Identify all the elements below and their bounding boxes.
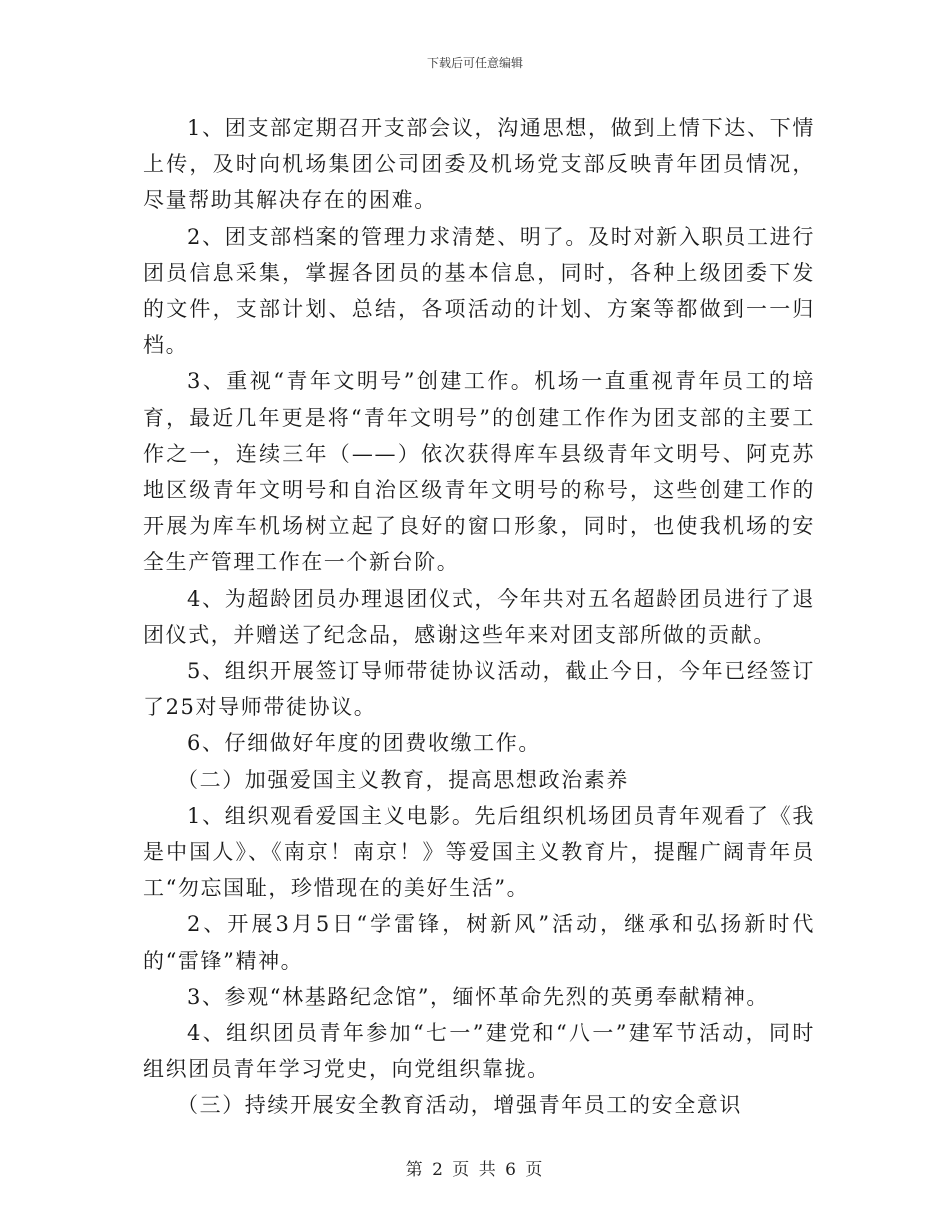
- paragraph-lei-feng-activity: 2、开展3月5日“学雷锋，树新风”活动，继承和弘扬新时代的“雷锋”精神。: [143, 912, 815, 973]
- paragraph-mentor-agreement: 5、组织开展签订导师带徒协议活动，截止今日，今年已经签订了25对导师带徒协议。: [143, 659, 815, 720]
- paragraph-civilization-title: 3、重视“青年文明号”创建工作。机场一直重视青年员工的培育，最近几年更是将“青年文明号”的创建工作作为团支部的主要工作之一，连续三年（——）依次获得库车县级青年文明号、阿克苏地区级青年文明号和自治区级青年文明号的称号，这些创建工作的开展为库车机场树立起了良好的窗口形象，同时，也使我机场的安全生产管理工作在一个新台阶。: [143, 369, 815, 575]
- paragraph-retirement-ceremony: 4、为超龄团员办理退团仪式，今年共对五名超龄团员进行了退团仪式，并赠送了纪念品，感谢这些年来对团支部所做的贡献。: [143, 586, 815, 647]
- document-body: [143, 110, 815, 1124]
- paragraph-patriotic-films: 1、组织观看爱国主义电影。先后组织机场团员青年观看了《我是中国人》、《南京！南京！》等爱国主义教育片，提醒广阔青年员工“勿忘国耻，珍惜现在的美好生活”。: [143, 803, 815, 901]
- page-number-footer: 第 2 页 共 6 页: [405, 1160, 545, 1180]
- paragraph-archives: 2、团支部档案的管理力求清楚、明了。及时对新入职员工进行团员信息采集，掌握各团员的基本信息，同时，各种上级团委下发的文件，支部计划、总结，各项活动的计划、方案等都做到一一归档。: [143, 224, 815, 358]
- paragraph-membership-fee: 6、仔细做好年度的团费收缴工作。: [187, 731, 541, 756]
- section-heading-safety-education: （三）持续开展安全教育活动，增强青年员工的安全意识: [177, 1093, 742, 1118]
- paragraph-memorial-visit: 3、参观“林基路纪念馆”，缅怀革命先烈的英勇奉献精神。: [187, 984, 770, 1009]
- paragraph-party-activities: 4、组织团员青年参加“七一”建党和“八一”建军节活动，同时组织团员青年学习党史，向党组织靠拢。: [143, 1021, 815, 1082]
- paragraph-meeting: 1、团支部定期召开支部会议，沟通思想，做到上情下达、下情上传，及时向机场集团公司团委及机场党支部反映青年团员情况，尽量帮助其解决存在的困难。: [143, 116, 815, 213]
- header-note: 下载后可任意编辑: [426, 56, 523, 70]
- section-heading-patriotic-education: （二）加强爱国主义教育，提高思想政治素养: [177, 767, 629, 792]
